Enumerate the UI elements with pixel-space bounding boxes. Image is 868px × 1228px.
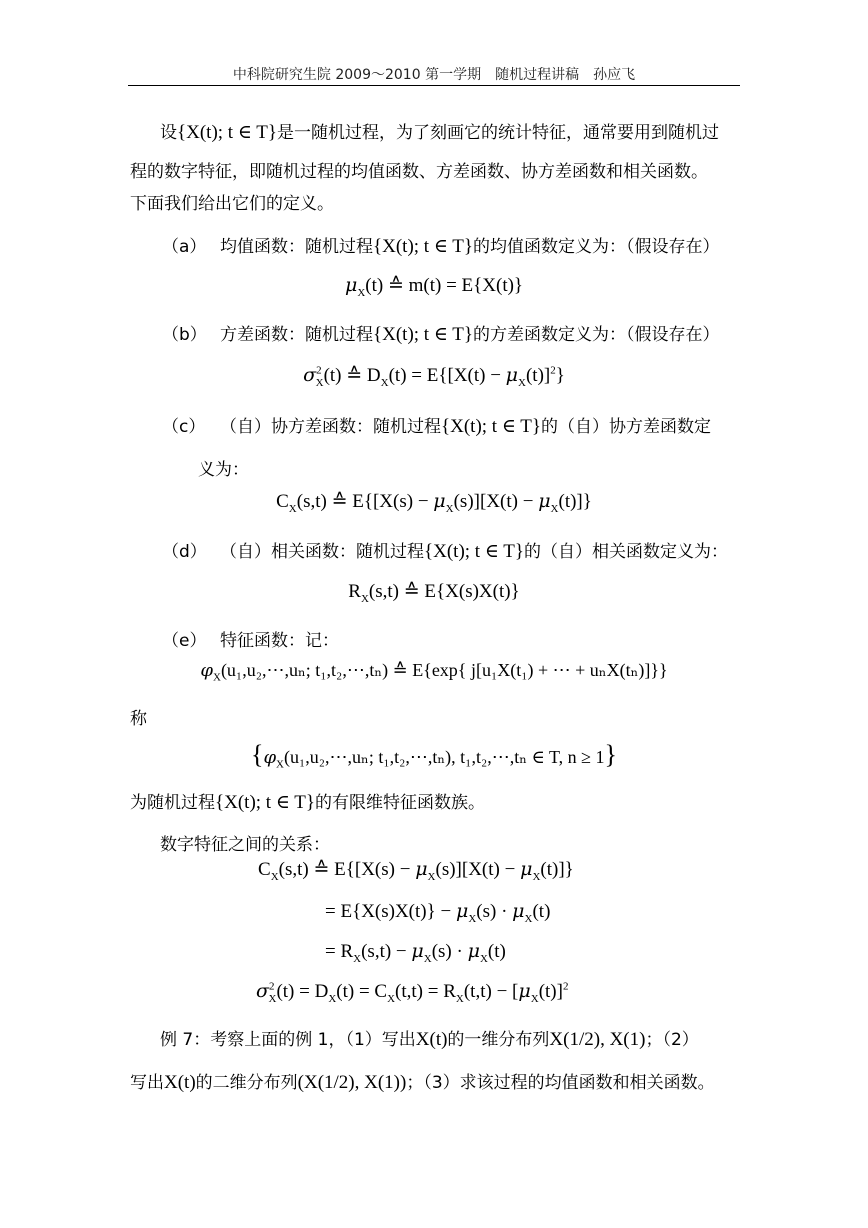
relations-title: 数字特征之间的关系： (160, 835, 330, 855)
cheng-text: 称 (130, 709, 147, 729)
relation-2: = $E\{X(s)X(t)\} - \mu_X(s) \cdot \mu_X(t)$ (325, 900, 551, 925)
item-c-line: （c） （自）协方差函数：随机过程{X(t); t ∈ T}的（自）协方差函数定 (162, 416, 712, 437)
item-b-line: （b） 方差函数：随机过程{X(t); t ∈ T}的方差函数定义为：（假设存在） (162, 324, 720, 345)
example-line-1: 例 7：考察上面的例 1，（1）写出X(t)的一维分布列X(1/2), X(1)；（2） (160, 1029, 699, 1050)
charfun-formula: $\varphi_X(u_1,u_2,\cdots,u_n$; t₁,t₂,⋯,tₙ) ≙ E{exp{ j[u₁X(t₁) + ⋯ + uₙX(tₙ)]}} (200, 660, 668, 684)
family-formula: {$\varphi_X(u_1,u_2,\cdots,u_n$; t₁,t₂,⋯,tₙ), t₁,t₂,⋯,tₙ ∈ T, n ≥ 1} (250, 740, 618, 771)
relation-4: $\sigma^2_X(t) = D_X(t) = C_X(t,t) = R_X(t,t) - [\mu_X(t)]^2$ (256, 980, 569, 1005)
item-a-line: （a） 均值函数：随机过程{X(t); t ∈ T}的均值函数定义为：（假设存在） (162, 236, 720, 257)
example-line-2: 写出X(t)的二维分布列(X(1/2), X(1))；（3）求该过程的均值函数和相关函数。 (130, 1072, 715, 1093)
relation-3: = $R_X(s,t) - \mu_X(s) \cdot \mu_X(t)$ (325, 940, 506, 965)
covariance-formula: $C_X(s,t)$ ≙ $E\{[X(s) - \mu_X(s)][X(t) - \mu_X(t)]\}$ (276, 490, 592, 515)
family-description: 为随机过程{X(t); t ∈ T}的有限维特征函数族。 (130, 792, 486, 813)
item-c-line-2: 义为： (198, 460, 249, 480)
page-header: 中科院研究生院 2009～2010 第一学期 随机过程讲稿 孙应飞 (232, 67, 636, 83)
mean-formula: $\mu_X(t)$ ≙ m(t) = E{X(t)} (344, 274, 524, 299)
intro-line-2: 程的数字特征，即随机过程的均值函数、方差函数、协方差函数和相关函数。 (130, 162, 708, 182)
correlation-formula: $R_X(s,t)$ ≙ E{X(s)X(t)} (348, 581, 520, 605)
intro-line-3: 下面我们给出它们的定义。 (130, 194, 334, 214)
intro-line-1: 设{X(t); t ∈ T}是一随机过程，为了刻画它的统计特征，通常要用到随机过 (160, 122, 720, 143)
header-rule (128, 85, 740, 86)
variance-formula: $\sigma^2_X(t)$ ≙ $D_X(t) = E\{[X(t) - \mu_X(t)]^2\}$ (303, 364, 565, 389)
item-e-line: （e） 特征函数：记： (162, 631, 339, 651)
item-d-line: （d） （自）相关函数：随机过程{X(t); t ∈ T}的（自）相关函数定义为： (162, 541, 729, 562)
relation-1: $C_X(s,t)$ ≙ $E\{[X(s) - \mu_X(s)][X(t) - \mu_X(t)]\}$ (258, 858, 574, 883)
